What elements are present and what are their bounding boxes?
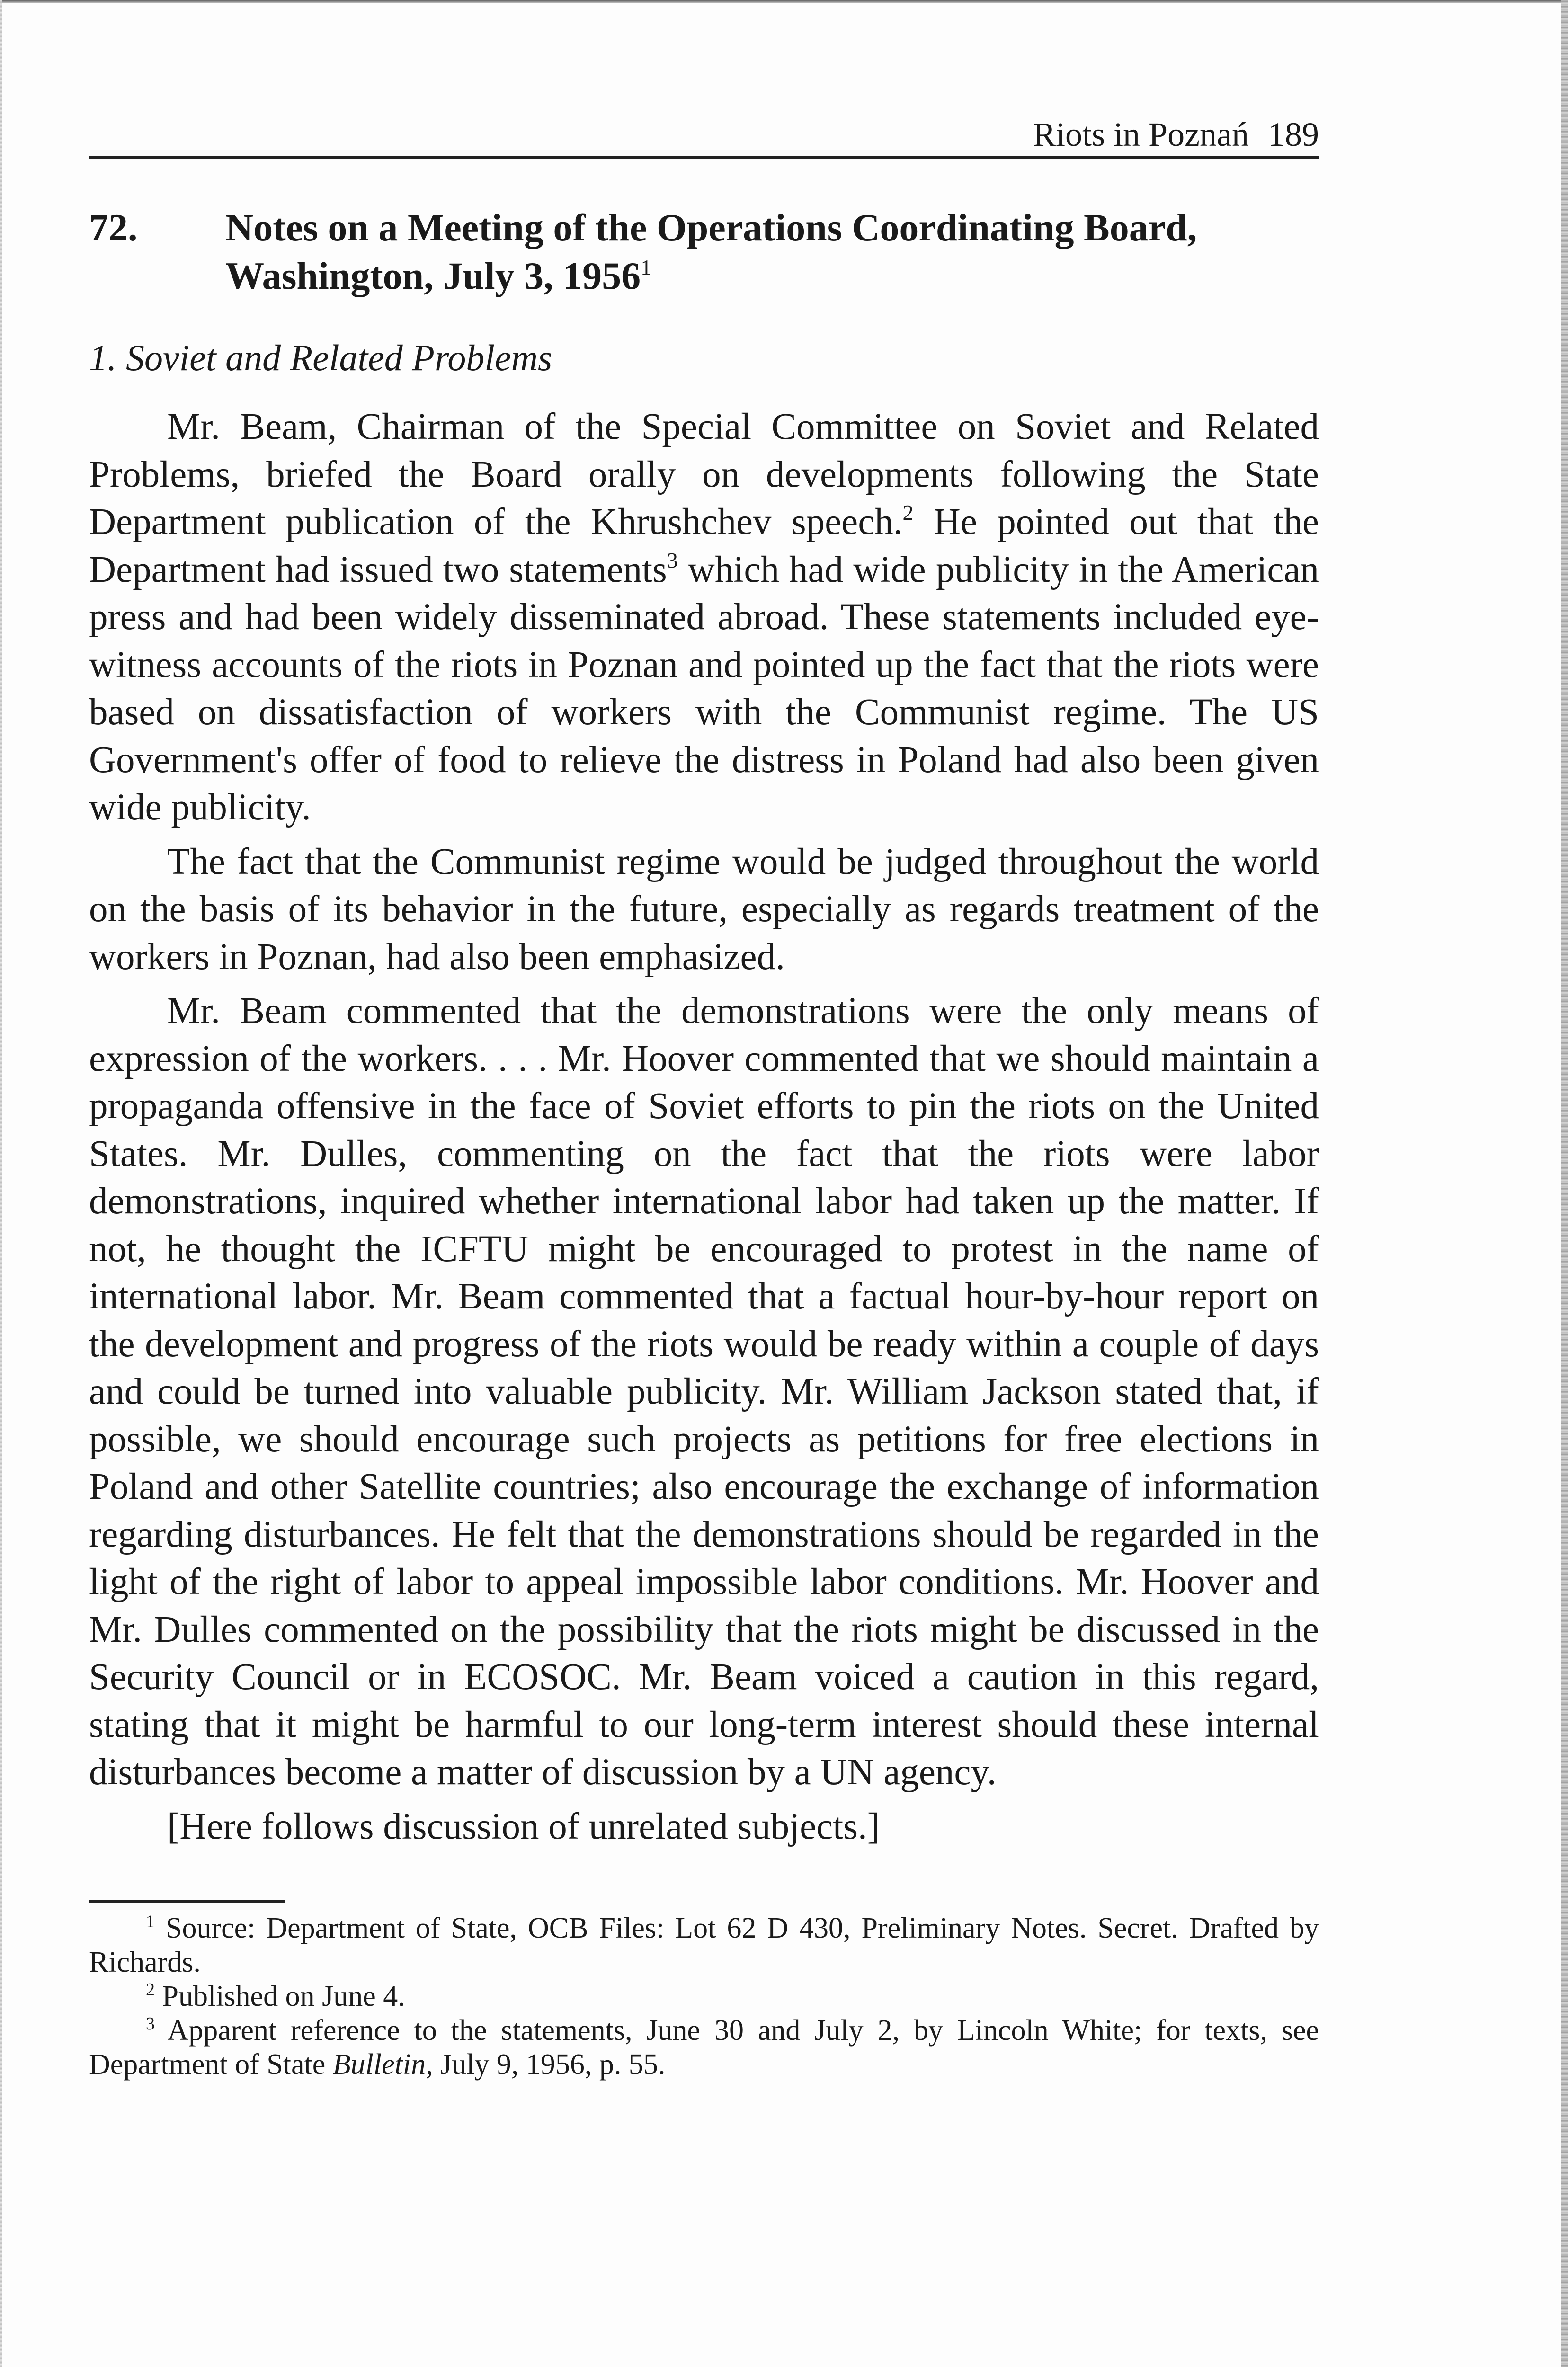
paragraph-2: The fact that the Communist regime would be judged throughout the world on the basis of its behavior in the future, especially as regards treatment of the workers in Poznan, had also been emphasized. <box>89 841 1319 978</box>
document-number: 72. <box>89 206 138 249</box>
paragraph-4: [Here follows discussion of unrelated subjects.] <box>167 1806 880 1847</box>
paragraph-1 <box>89 403 1319 832</box>
section-heading: 1. Soviet and Related Problems <box>89 337 552 378</box>
footnote-2 <box>89 1979 1319 2013</box>
footnote-ref-2[interactable]: 2 <box>902 500 914 525</box>
paragraph-3: Mr. Beam commented that the demonstrations were the only means of expression of the workers. . . . Mr. Hoover commented that we should maintain a propaganda offensive in the face of Soviet efforts to pin the riots on the United States. Mr. Dulles, commenting on the fact that the riots were labor demonstrations, inquired whether international labor had taken up the matter. If not, he thought the ICFTU might be encouraged to protest in the name of international labor. Mr. Beam commented that a factual hour-by-hour report on the development and progress of the riots would be ready within a couple of days and could be turned into valuable publicity. Mr. William Jackson stated that, if possible, we should encourage such projects as petitions for free elections in Poland and other Satellite countries; also encourage the exchange of information regarding disturbances. He felt that the demonstrations should be regarded in the light of the right of labor to appeal impossible labor conditions. Mr. Hoover and Mr. Dulles commented on the possibility that the riots might be discussed in the Security Council or in ECOSOC. Mr. Beam voiced a caution in this regard, stating that it might be harmful to our long-term interest should these internal disturbances become a matter of discussion by a UN agency. <box>89 990 1319 1793</box>
footnote-1 <box>89 1911 1319 1979</box>
footnote-ref-1[interactable]: 1 <box>641 255 652 279</box>
footnote-ref-3[interactable]: 3 <box>667 548 678 572</box>
scan-edge-left <box>0 0 2 2367</box>
footnote-3-publication: Bulletin, <box>332 2048 433 2081</box>
page-number: 189 <box>1268 116 1319 153</box>
document-title <box>89 204 1319 300</box>
paragraph-1-part-a: Mr. Beam, Chairman of the Special Committee on Soviet and Related Problems, briefed the Board orally on developments following the State Department publication of the Khrushchev speech. <box>89 406 1319 543</box>
footnote-2-number: 2 <box>146 1980 155 2000</box>
footnote-1-text: Source: Department of State, OCB Files: Lot 62 D 430, Preliminary Notes. Secret. Drafted by Richards. <box>89 1912 1319 1978</box>
document-body <box>89 204 1319 2082</box>
title-line-2 <box>225 252 1319 300</box>
footnote-3 <box>89 2013 1319 2082</box>
footnote-3-text-b: July 9, 1956, p. 55. <box>433 2048 666 2081</box>
scan-edge-top <box>0 0 1568 3</box>
running-header <box>89 113 1319 159</box>
footnote-3-text-a: Apparent reference to the statements, June 30 and July 2, by Lincoln White; for texts, see Department of State <box>89 2014 1319 2081</box>
running-title: Riots in Poznań <box>1033 116 1249 153</box>
title-line-1: Notes on a Meeting of the Operations Coordinating Board, <box>225 206 1197 249</box>
footnote-1-number: 1 <box>146 1912 155 1931</box>
scan-edge-right <box>1561 0 1568 2367</box>
footnote-2-text: Published on June 4. <box>155 1980 405 2012</box>
title-line-2-text: Washington, July 3, 1956 <box>225 254 641 297</box>
footnote-3-number: 3 <box>146 2014 155 2034</box>
paragraph-1-part-b: He pointed out that the Department had issued two statements <box>89 501 1319 590</box>
footnote-divider <box>89 1900 285 1903</box>
paragraph-1-part-c: which had wide publicity in the American press and had been widely disseminated abroad. These statements included eye-witness accounts of the riots in Poznan and pointed up the fact that the riots were based on dissatisfaction of workers with the Communist regime. The US Government's offer of food to relieve the distress in Poland had also been given wide publicity. <box>89 549 1319 828</box>
